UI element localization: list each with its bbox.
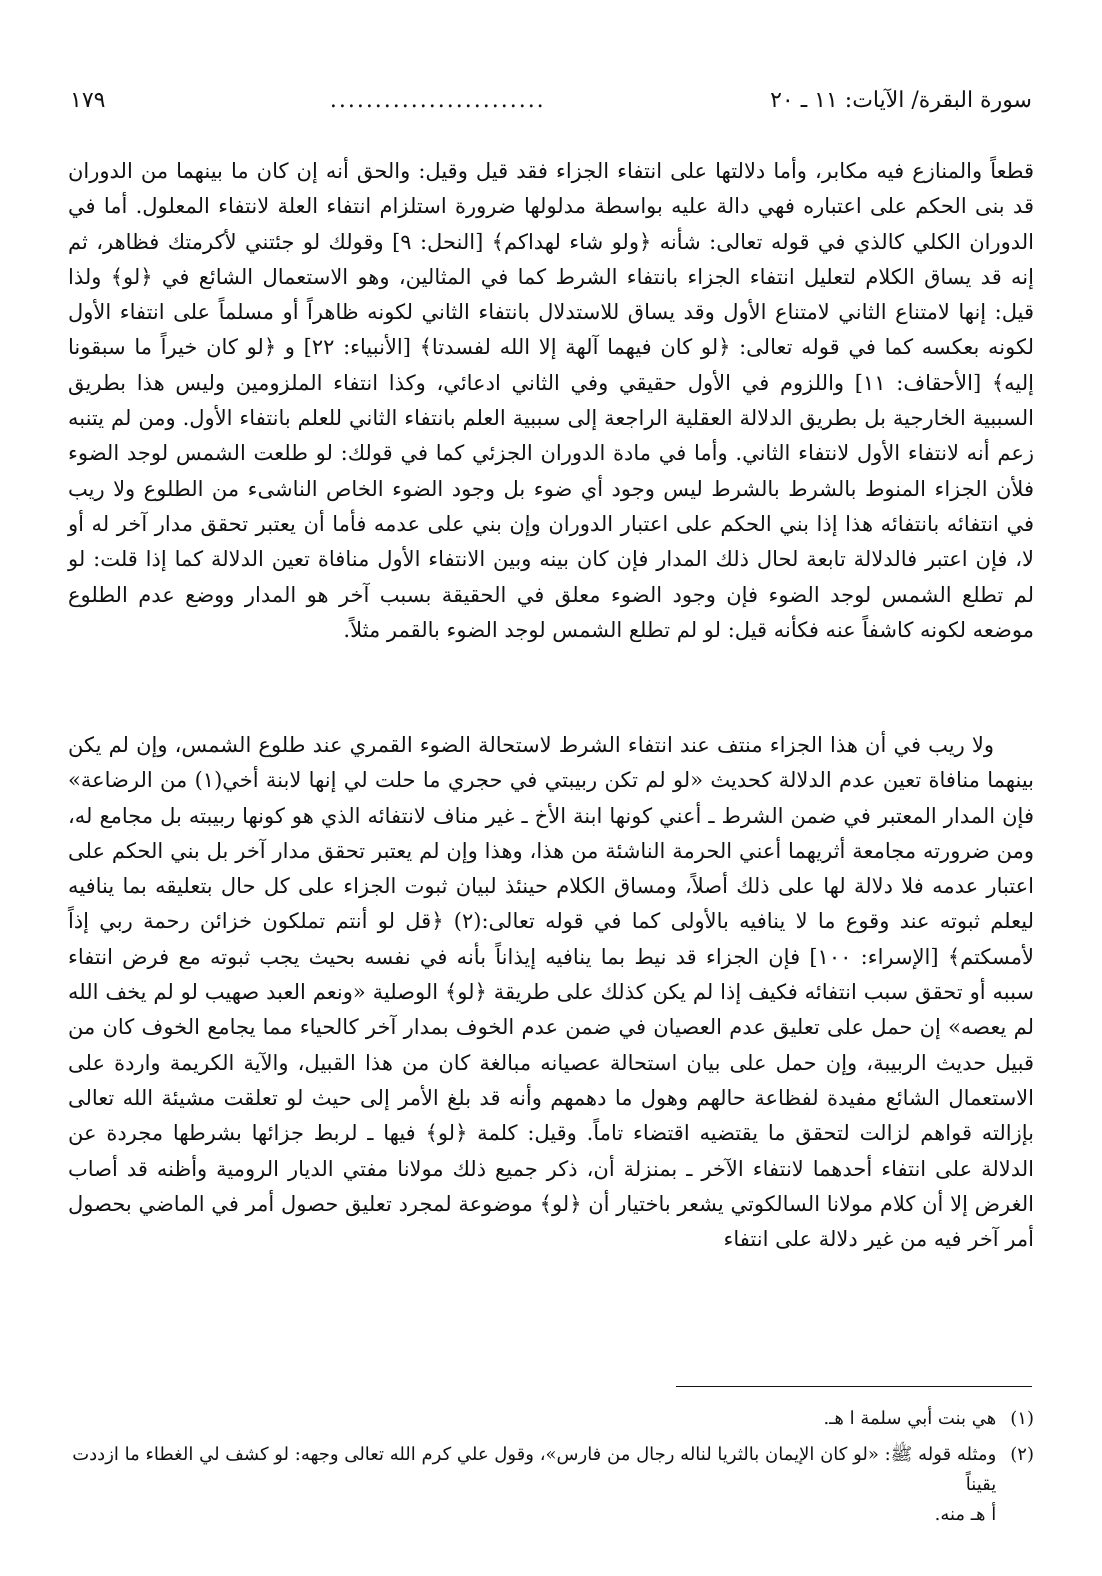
leader-dots: ........................ [329, 87, 546, 113]
footnote-2 [68, 1440, 1034, 1530]
body-paragraph-2: ولا ريب في أن هذا الجزاء منتف عند انتفاء الشرط لاستحالة الضوء القمري عند طلوع الشمس، وإن لم يكن بينهما منافاة تعين عدم الدلالة كحديث «لو لم تكن ربيبتي في حجري ما حلت لي إنها لابنة أخي(١) من الرضاعة» فإن المدار المعتبر في ضمن الشرط ـ أعني كونها ابنة الأخ ـ غير مناف لانتفائه الذي هو كونها ربيبته بل مجامع له، ومن ضرورته مجامعة أثريهما أعني الحرمة الناشئة من هذا، وهذا وإن لم يعتبر تحقق مدار آخر بل بني الحكم على اعتبار عدمه فلا دلالة لها على ذلك أصلاً، ومساق الكلام حينئذ لبيان ثبوت الجزاء على كل حال بتعليقه بما ينافيه ليعلم ثبوته عند وقوع ما لا ينافيه بالأولى كما في قوله تعالى:(٢) ﴿قل لو أنتم تملكون خزائن رحمة ربي إذاً لأمسكتم﴾ [الإسراء: ١٠٠] فإن الجزاء قد نيط بما ينافيه إيذاناً بأنه في نفسه بحيث يجب ثبوته مع فرض انتفاء سببه أو تحقق سبب انتفائه فكيف إذا لم يكن كذلك على طريقة ﴿لو﴾ الوصلية «ونعم العبد صهيب لو لم يخف الله لم يعصه» إن حمل على تعليق عدم العصيان في ضمن عدم الخوف بمدار آخر كالحياء مما يجامع الخوف كان من قبيل حديث الربيبة، وإن حمل على بيان استحالة عصيانه مبالغة كان من هذا القبيل، والآية الكريمة واردة على الاستعمال الشائع مفيدة لفظاعة حالهم وهول ما دهمهم وأنه قد بلغ الأمر إلى حيث لو تعلقت مشيئة الله تعالى بإزالته قواهم لزالت لتحقق ما يقتضيه اقتضاء تاماً. وقيل: كلمة ﴿لو﴾ فيها ـ لربط جزائها بشرطها مجردة عن الدلالة على انتفاء أحدهما لانتفاء الآخر ـ بمنزلة أن، ذكر جميع ذلك مولانا مفتي الديار الرومية وأظنه قد أصاب الغرض إلا أن كلام مولانا السالكوتي يشعر باختيار أن ﴿لو﴾ موضوعة لمجرد تعليق حصول أمر في الماضي بحصول أمر آخر فيه من غير دلالة على انتفاء [68, 733, 1035, 1252]
footnote-marker: (١) [1010, 1408, 1034, 1429]
body-paragraph-1: قطعاً والمنازع فيه مكابر، وأما دلالتها على انتفاء الجزاء فقد قيل وقيل: والحق أنه إن كان ما بينهما من الدوران قد بنى الحكم على اعتباره فهي دالة عليه بواسطة مدلولها ضرورة استلزام انتفاء العلة لانتفاء المعلول. أما في الدوران الكلي كالذي في قوله تعالى: شأنه ﴿ولو شاء لهداكم﴾ [النحل: ٩] وقولك لو جئتني لأكرمتك فظاهر، ثم إنه قد يساق الكلام لتعليل انتفاء الجزاء بانتفاء الشرط كما في المثالين، وهو الاستعمال الشائع في ﴿لو﴾ ولذا قيل: إنها لامتناع الثاني لامتناع الأول وقد يساق للاستدلال بانتفاء الثاني لكونه ظاهراً أو مسلماً على انتفاء الأول لكونه بعكسه كما في قوله تعالى: ﴿لو كان فيهما آلهة إلا الله لفسدتا﴾ [الأنبياء: ٢٢] و ﴿لو كان خيراً ما سبقونا إليه﴾ [الأحقاف: ١١] واللزوم في الأول حقيقي وفي الثاني ادعائي، وكذا انتفاء الملزومين وليس هذا بطريق السببية الخارجية بل بطريق الدلالة العقلية الراجعة إلى سببية العلم بانتفاء الثاني للعلم بانتفاء الأول. ومن لم يتنبه زعم أنه لانتفاء الأول لانتفاء الثاني. وأما في مادة الدوران الجزئي كما في قولك: لو طلعت الشمس لوجد الضوء فلأن الجزاء المنوط بالشرط بالشرط ليس وجود أي ضوء بل وجود الضوء الخاص الناشىء من الطلوع ولا ريب في انتفائه بانتفائه هذا إذا بني الحكم على اعتبار الدوران وإن بني على عدمه فأما أن يعتبر تحقق مدار آخر له أو لا، فإن اعتبر فالدلالة تابعة لحال ذلك المدار فإن كان بينه وبين الانتفاء الأول منافاة تعين الدلالة كما إذا قلت: لو لم تطلع الشمس لوجد الضوء فإن وجود الضوء معلق في الحقيقة بسبب آخر هو المدار ووضع عدم الطلوع موضعه لكونه كاشفاً عنه فكأنه قيل: لو لم تطلع الشمس لوجد الضوء بالقمر مثلاً. [68, 159, 1034, 642]
footnote-text [68, 1440, 996, 1530]
footnotes [68, 1404, 1034, 1536]
surah-title: سورة البقرة/ الآيات: ١١ ـ ٢٠ [770, 87, 1032, 113]
footnote-separator [676, 1386, 1032, 1387]
footnote-body: هي بنت أبي سلمة ا هـ. [823, 1408, 997, 1429]
footnote-body: ومثله قوله ﷺ: «لو كان الإيمان بالثريا لناله رجال من فارس»، وقول علي كرم الله تعالى وجهه: لو كشف لي الغطاء ما ازددت يقيناً [72, 1444, 997, 1495]
footnote-1 [68, 1404, 1034, 1434]
running-header [70, 80, 1032, 120]
footnote-marker: (٢) [1010, 1444, 1034, 1465]
footnote-text [68, 1404, 996, 1434]
footnote-continuation: أ هـ منه. [934, 1504, 997, 1525]
page-number: ١٧٩ [70, 87, 106, 113]
